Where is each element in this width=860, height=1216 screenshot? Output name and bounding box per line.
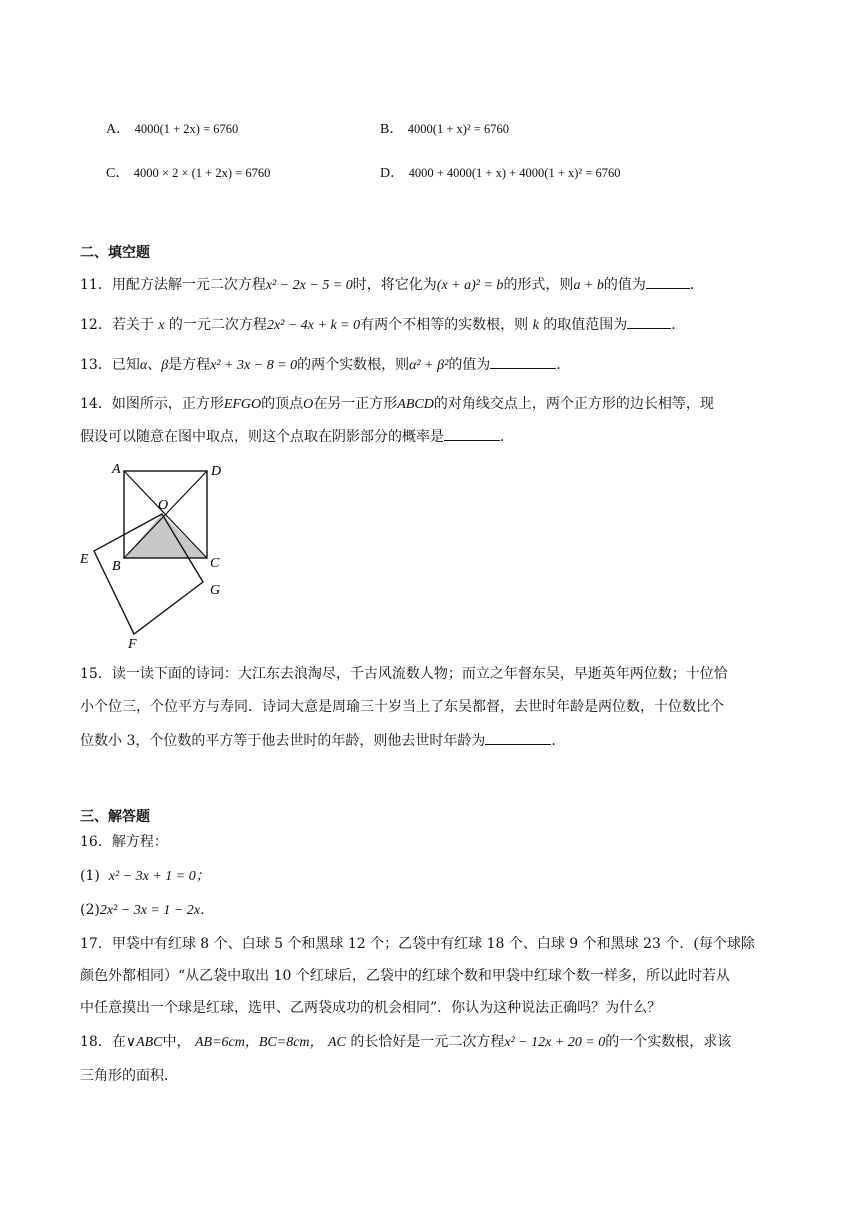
question-18-line-2: 三角形的面积． <box>80 1068 178 1084</box>
option-b-label: B． <box>380 122 404 137</box>
q14-text: 的顶点 <box>261 396 304 412</box>
option-a-equation: 4000(1 + 2x) = 6760 <box>134 122 239 136</box>
q13-alpha: α <box>139 358 148 373</box>
q11-period: ． <box>689 277 704 293</box>
q18-triangle: ∨ABC <box>125 1035 163 1050</box>
question-11 <box>80 274 704 296</box>
question-15-line-1: 15．读一读下面的诗词：大江东去浪淘尽，千古风流数人物；而立之年督东吴，早逝英年两位数；十位恰 <box>80 666 728 682</box>
label-e: E <box>80 552 89 567</box>
option-b-equation: 4000(1 + x)² = 6760 <box>407 122 509 136</box>
label-b: B <box>112 559 121 574</box>
q18-text: 中， <box>162 1034 191 1050</box>
q14-square-efgo: EFGO <box>223 397 262 412</box>
q16-equation-2: 2x² − 3x = 1 − 2x． <box>99 903 215 918</box>
label-o: O <box>158 498 169 513</box>
q14-text: 在另一正方形 <box>313 396 398 412</box>
question-18-line-1 <box>80 1032 731 1053</box>
question-16-part-1 <box>80 866 210 887</box>
q12-text: 12．若关于 <box>80 317 159 333</box>
label-g: G <box>210 583 221 598</box>
q11-equation-2: (x + a)² = b <box>436 278 504 293</box>
option-c-equation: 4000 × 2 × (1 + 2x) = 6760 <box>133 166 271 180</box>
question-13 <box>80 354 570 376</box>
q18-equation: x² − 12x + 20 = 0 <box>504 1035 606 1050</box>
label-c: C <box>210 556 220 571</box>
question-17-line-1: 17．甲袋中有红球 8 个、白球 5 个和黑球 12 个；乙袋中有红球 18 个、白球 9 个和黑球 23 个．(每个球除 <box>80 936 755 952</box>
q14-text: 14．如图所示，正方形 <box>80 396 224 412</box>
question-15-line-2: 小个位三，个位平方与寿同．诗词大意是周瑜三十岁当上了东吴都督，去世时年龄是两位数，十位数比个 <box>80 699 724 715</box>
option-a-label: A． <box>106 122 131 137</box>
q18-side-ac: AC <box>327 1035 346 1050</box>
geometry-figure <box>70 456 250 656</box>
q14-period: ． <box>500 429 514 445</box>
answer-blank[interactable] <box>485 730 551 745</box>
q14-point-o: O <box>303 397 314 412</box>
q13-text: 的值为 <box>448 357 491 373</box>
q15-period: ． <box>551 733 566 749</box>
q12-equation: 2x² − 4x + k = 0 <box>266 318 361 333</box>
q11-text: 的形式，则 <box>503 277 574 293</box>
q12-variable-x: x <box>158 318 165 333</box>
q12-variable-k: k <box>532 318 539 333</box>
question-14-line-2 <box>80 426 514 447</box>
section-2-title: 二、填空题 <box>80 245 150 261</box>
question-15-line-3 <box>80 730 565 751</box>
label-f: F <box>128 637 137 652</box>
q13-expression: α² + β² <box>409 358 449 373</box>
q13-equation: x² + 3x − 8 = 0 <box>210 358 298 373</box>
question-12 <box>80 314 685 336</box>
answer-blank[interactable] <box>646 274 690 289</box>
answer-blank[interactable] <box>490 354 556 369</box>
option-d-equation: 4000 + 4000(1 + x) + 4000(1 + x)² = 6760 <box>408 166 621 180</box>
q12-text: 的一元二次方程 <box>164 317 267 333</box>
q11-text: 11．用配方法解一元二次方程 <box>80 277 266 293</box>
answer-blank[interactable] <box>627 314 671 329</box>
q18-text: 18．在 <box>80 1034 126 1050</box>
q18-text: 的一个实数根，求该 <box>605 1034 732 1050</box>
q12-period: ． <box>671 317 686 333</box>
question-16-part-2 <box>80 900 214 921</box>
option-c-label: C． <box>106 166 130 181</box>
section-3-title: 三、解答题 <box>80 809 150 825</box>
option-b <box>380 118 509 138</box>
question-16-title: 16．解方程： <box>80 834 168 850</box>
q12-text: 有两个不相等的实数根，则 <box>360 317 533 333</box>
option-c <box>106 162 270 182</box>
q14-text: 的对角线交点上，两个正方形的边长相等，现 <box>433 396 714 412</box>
q15-text: 位数小 3，个位数的平方等于他去世时的年龄，则他去世时年龄为 <box>80 733 486 749</box>
q14-text: 假设可以随意在图中取点，则这个点取在阴影部分的概率是 <box>80 429 444 445</box>
label-a: A <box>112 462 121 477</box>
option-a <box>106 118 238 138</box>
q11-equation-1: x² − 2x − 5 = 0 <box>265 278 353 293</box>
question-17-line-3: 中任意摸出一个球是红球，选甲、乙两袋成功的机会相同”．你认为这种说法正确吗？为什么？ <box>80 1000 662 1016</box>
q13-text: 是方程 <box>168 357 211 373</box>
label-d: D <box>211 464 222 479</box>
q13-text: 的两个实数根，则 <box>297 357 410 373</box>
q12-text: 的取值范围为 <box>538 317 628 333</box>
q13-beta: β <box>161 358 169 373</box>
q18-text: 的长恰好是一元二次方程 <box>350 1034 505 1050</box>
question-17-line-2: 颜色外都相同）“从乙袋中取出 10 个红球后，乙袋中的红球个数和甲袋中红球个数一样多，所以此时若从 <box>80 968 730 984</box>
answer-blank[interactable] <box>444 426 500 441</box>
q11-expression: a + b <box>573 278 604 293</box>
question-14-line-1 <box>80 394 714 415</box>
q16-part-number: (1) <box>80 868 100 884</box>
q11-text: 的值为 <box>603 277 646 293</box>
q11-text: 时，将它化为 <box>352 277 437 293</box>
q14-square-abcd: ABCD <box>397 397 434 412</box>
option-d <box>380 162 620 182</box>
option-d-label: D． <box>380 166 405 181</box>
q18-sides: AB=6cm，BC=8cm， <box>194 1035 324 1050</box>
q16-equation-1: x² − 3x + 1 = 0； <box>108 869 210 884</box>
q13-period: ． <box>556 357 571 373</box>
q13-separator: 、 <box>147 357 162 373</box>
q13-text: 13．已知 <box>80 357 140 373</box>
q16-part-number: (2) <box>80 902 100 918</box>
